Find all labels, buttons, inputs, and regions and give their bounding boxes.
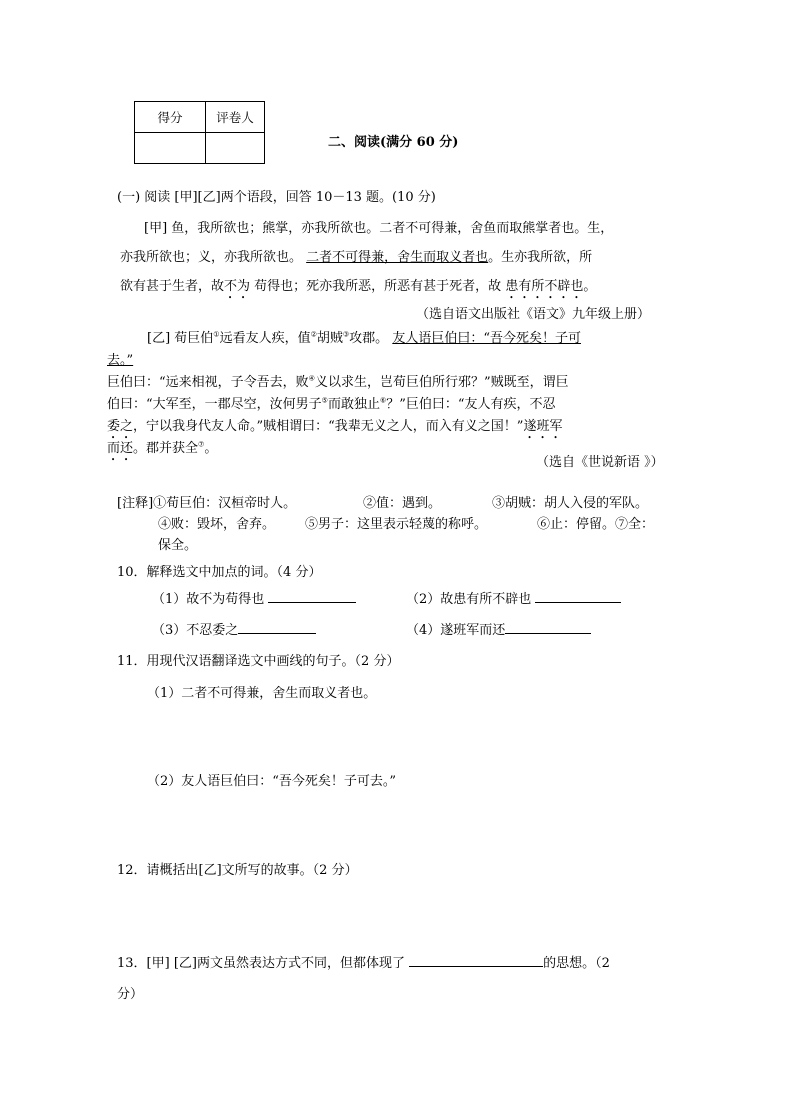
q10-item-3: （3）不忍委之	[152, 619, 316, 638]
section-title: 二、阅读(满分 60 分)	[328, 135, 459, 150]
note-5: ⑤男子：这里表示轻蔑的称呼。	[305, 517, 488, 532]
yi-line-4: 伯曰：“大军至，一郡尽空，汝何男子⑤而敢独止⑥？”巨伯曰：“友人有疾，不忍	[107, 396, 556, 412]
yi-line-2	[107, 349, 133, 368]
q12-stem: 12．请概括出[乙]文所写的故事。（2 分）	[117, 863, 358, 878]
score-cell[interactable]	[135, 133, 206, 164]
dotted-word-huan: 而还	[107, 441, 134, 456]
jia-line-2: 亦我所欲也；义，亦我所欲也。 二者不可得兼，舍生而取义者也。生亦我所欲，所	[120, 250, 593, 265]
q13-stem-cont: 分）	[117, 987, 144, 1002]
q10-answer-2[interactable]	[535, 589, 621, 603]
jia-line-3: 欲有甚于生者，故不为 苟得也；死亦我所恶，所恶有甚于死者，故 患有所不辟也。	[120, 279, 597, 294]
note-1: [注释]①荀巨伯：汉桓帝时人。	[117, 496, 297, 511]
dotted-word-gu: 患有所不辟也。	[505, 279, 597, 294]
q13-answer[interactable]	[409, 953, 543, 967]
q10-item-4: （4）遂班军而还	[406, 619, 591, 638]
dotted-word-ban: 遂班军	[523, 419, 563, 434]
note-6: ⑥止：停留。⑦全：	[537, 517, 655, 532]
q10-answer-3[interactable]	[238, 620, 316, 634]
q10-answer-4[interactable]	[505, 620, 591, 634]
q10-item-2: （2）故患有所不辟也	[406, 588, 621, 607]
underlined-sentence-1: 二者不可得兼，舍生而取义者也	[306, 250, 489, 265]
note-2: ②值：遇到。	[363, 496, 442, 511]
dotted-word-wei: 委之	[107, 419, 134, 434]
q10-item-1: （1）故不为苟得也	[152, 588, 356, 607]
q10-stem: 10．解释选文中加点的词。（4 分）	[117, 565, 322, 580]
yi-line-3: 巨伯曰：“远来相视，子令吾去，败④义以求生，岂荀巨伯所行邪？”贼既至，谓巨	[107, 374, 569, 390]
yi-line-1: [乙] 荀巨伯①远看友人疾，值②胡贼③攻郡。 友人语巨伯曰：“吾今死矣！子可	[147, 330, 581, 346]
yi-line-5: 委之，宁以我身代友人命。”贼相谓曰：“我辈无义之人，而入有义之国！”遂班军	[107, 419, 563, 434]
dotted-word-buwei: 不为	[224, 279, 251, 294]
note-3: ③胡贼：胡人入侵的军队。	[492, 496, 649, 511]
q13-stem: 13．[甲] [乙]两文虽然表达方式不同，但都体现了 的思想。（2	[117, 952, 610, 971]
yi-line-6: 而还。郡并获全⑦。	[107, 440, 218, 456]
q11-item-1: （1）二者不可得兼，舍生而取义者也。	[147, 686, 377, 701]
grader-cell[interactable]	[206, 133, 265, 164]
grader-header: 评卷人	[206, 102, 265, 133]
underlined-sentence-2b: 去。”	[107, 353, 134, 368]
part-intro: (一) 阅读 [甲][乙]两个语段，回答 10－13 题。(10 分)	[117, 190, 436, 205]
q11-item-2: （2）友人语巨伯曰：“吾今死矣！子可去。”	[147, 774, 397, 789]
q10-answer-1[interactable]	[268, 589, 356, 603]
score-table	[134, 101, 265, 164]
jia-line-1: [甲] 鱼，我所欲也；熊掌，亦我所欲也。二者不可得兼，舍鱼而取熊掌者也。生，	[144, 221, 614, 236]
yi-source: （选自《世说新语 》）	[536, 455, 664, 470]
q11-stem: 11．用现代汉语翻译选文中画线的句子。（2 分）	[117, 654, 400, 669]
jia-source: （选自语文出版社《语文》九年级上册）	[416, 307, 651, 322]
note-4: ④败：毁坏，舍弃。	[158, 517, 276, 532]
score-header: 得分	[135, 102, 206, 133]
underlined-sentence-2a: 友人语巨伯曰：“吾今死矣！子可	[392, 331, 581, 346]
note-7: 保全。	[158, 538, 198, 553]
